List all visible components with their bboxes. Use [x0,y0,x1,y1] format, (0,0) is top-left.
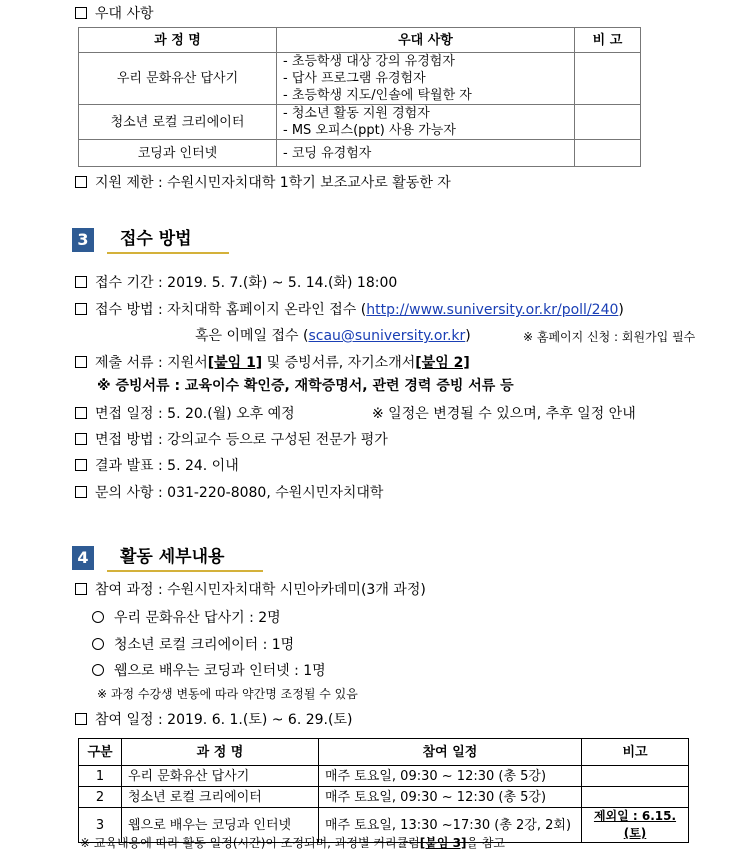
note-cell [575,53,641,105]
note-cell [582,787,689,808]
attachment-1-ref: [붙임 1] [207,355,263,371]
preference-item: - 초등학생 대상 강의 유경험자 [283,54,455,69]
schedule-table [78,738,689,843]
checkbox-bullet-icon [75,583,87,595]
method-text: 접수 방법 : 자치대학 홈페이지 온라인 접수 ( [95,302,367,318]
result-text: 결과 발표 : 5. 24. 이내 [95,458,239,474]
course-cell: 우리 문화유산 답사기 [79,53,277,105]
restriction-line [75,173,451,193]
col-header: 우대 사항 [277,28,575,53]
email-link[interactable]: scau@suniversity.or.kr [308,328,466,344]
no-cell: 1 [79,766,122,787]
section-number: 4 [72,546,94,570]
col-header: 과 정 명 [122,739,319,766]
email-note: ※ 홈페이지 신청 : 회원가입 필수 [523,330,696,344]
preference-heading [75,4,154,24]
preference-cell [277,105,575,140]
checkbox-bullet-icon [75,303,87,315]
table-row [79,140,641,167]
checkbox-bullet-icon [75,486,87,498]
schedule-heading [75,710,352,730]
table-row [79,53,641,105]
table-row [79,766,689,787]
note-cell [582,766,689,787]
interview-date-text: 면접 일정 : 5. 20.(월) 오후 예정 [95,406,295,422]
courses-heading [75,580,426,600]
col-header: 참여 일정 [319,739,582,766]
checkbox-bullet-icon [75,713,87,725]
checkbox-bullet-icon [75,276,87,288]
method-suffix: ) [618,302,624,318]
interview-date-line [75,404,295,424]
course-item [92,661,326,681]
section-underline [107,252,229,254]
email-line [195,326,471,346]
courses-note: ※ 과정 수강생 변동에 따라 약간명 조정될 수 있음 [97,687,358,701]
result-line [75,456,239,476]
course-item [92,635,294,655]
no-cell: 3 [79,808,122,843]
checkbox-bullet-icon [75,407,87,419]
interview-method-text: 면접 방법 : 강의교수 등으로 구성된 전문가 평가 [95,432,388,448]
footnote [80,833,505,853]
application-link[interactable]: http://www.suniversity.or.kr/poll/240 [366,302,619,318]
course-cell: 청소년 로컬 크리에이터 [79,105,277,140]
period-text: 접수 기간 : 2019. 5. 7.(화) ~ 5. 14.(화) 18:00 [95,275,398,291]
schedule-heading-text: 참여 일정 : 2019. 6. 1.(토) ~ 6. 29.(토) [95,712,353,728]
heading-text: 우대 사항 [95,6,154,22]
course-cell: 우리 문화유산 답사기 [122,766,319,787]
table-row [79,105,641,140]
schedule-cell: 매주 토요일, 09:30 ~ 12:30 (총 5강) [319,787,582,808]
docs-note: ※ 증빙서류 : 교육이수 확인증, 재학증명서, 관련 경력 증빙 서류 등 [97,378,514,394]
checkbox-bullet-icon [75,176,87,188]
circle-bullet-icon [92,664,104,676]
footnote-text: ※ 교육내용에 따라 활동 일정(시간)이 조정되며, 과정별 커리큘럼 [80,836,420,850]
email-text: 혹은 이메일 접수 ( [195,328,309,344]
no-cell: 2 [79,787,122,808]
preference-item: - MS 오피스(ppt) 사용 가능자 [283,123,456,138]
checkbox-bullet-icon [75,459,87,471]
contact-text: 문의 사항 : 031-220-8080, 수원시민자치대학 [95,485,384,501]
attachment-3-ref: [붙임 3] [419,836,467,850]
method-line [75,300,624,320]
docs-text: 제출 서류 : 지원서 [95,355,208,371]
course-item [92,608,281,628]
preference-table [78,27,641,167]
circle-bullet-icon [92,611,104,623]
docs-line [75,353,470,373]
col-header: 과 정 명 [79,28,277,53]
course-text: 청소년 로컬 크리에이터 : 1명 [114,637,295,653]
email-suffix: ) [465,328,471,344]
attachment-2-ref: [붙임 2] [415,355,470,371]
course-text: 웹으로 배우는 코딩과 인터넷 : 1명 [114,663,326,679]
note-cell [575,105,641,140]
interview-note: ※ 일정은 변경될 수 있으며, 추후 일정 안내 [372,406,636,422]
note-cell: 제외일 : 6.15.(토) [582,808,689,843]
restriction-text: 지원 제한 : 수원시민자치대학 1학기 보조교사로 활동한 자 [95,175,451,191]
section-number: 3 [72,228,94,252]
col-header: 비고 [582,739,689,766]
contact-line [75,483,383,503]
interview-method-line [75,430,388,450]
schedule-cell: 매주 토요일, 09:30 ~ 12:30 (총 5강) [319,766,582,787]
period-line [75,273,397,293]
preference-item: - 초등학생 지도/인솔에 탁월한 자 [283,88,472,103]
col-header: 비 고 [575,28,641,53]
course-cell: 웹으로 배우는 코딩과 인터넷 [122,808,319,843]
course-cell: 청소년 로컬 크리에이터 [122,787,319,808]
docs-text: 및 증빙서류, 자기소개서 [262,355,416,371]
course-text: 우리 문화유산 답사기 : 2명 [114,610,281,626]
section-underline [107,570,263,572]
checkbox-bullet-icon [75,433,87,445]
table-row [79,787,689,808]
col-header: 구분 [79,739,122,766]
preference-cell [277,140,575,167]
note-cell [575,140,641,167]
footnote-suffix: 을 참고 [466,836,506,850]
preference-cell [277,53,575,105]
courses-heading-text: 참여 과정 : 수원시민자치대학 시민아카데미(3개 과정) [95,582,426,598]
section-title: 활동 세부내용 [120,547,225,567]
circle-bullet-icon [92,638,104,650]
course-cell: 코딩과 인터넷 [79,140,277,167]
preference-item: - 청소년 활동 지원 경험자 [283,106,430,121]
preference-item: - 답사 프로그램 유경험자 [283,71,426,86]
schedule-cell: 매주 토요일, 13:30 ~17:30 (총 2강, 2회) [319,808,582,843]
checkbox-bullet-icon [75,356,87,368]
section-title: 접수 방법 [120,229,192,249]
preference-item: - 코딩 유경험자 [283,145,372,161]
checkbox-bullet-icon [75,7,87,19]
